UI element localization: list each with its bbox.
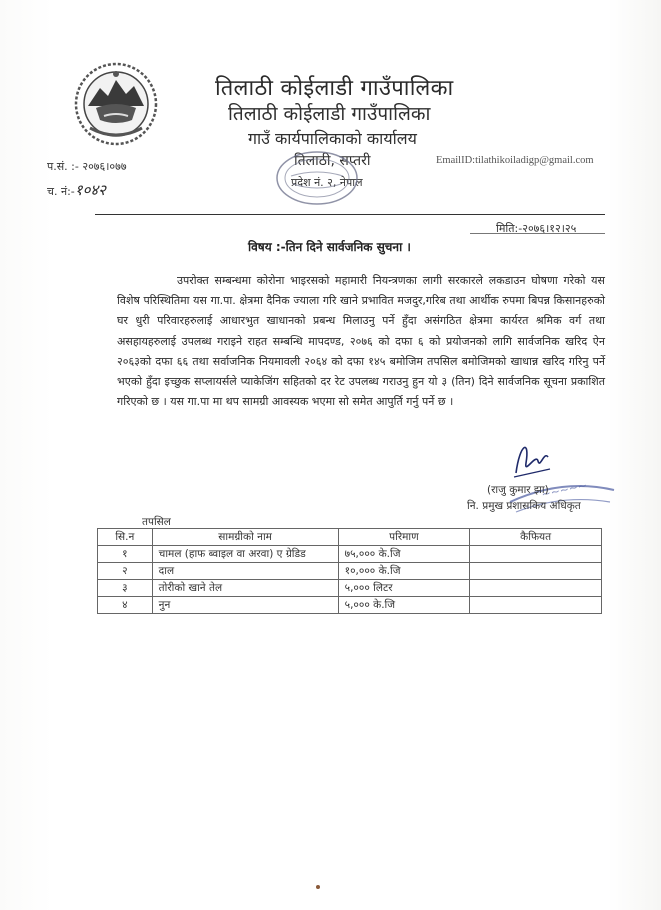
header-divider [95, 214, 605, 215]
cell-remarks [470, 597, 602, 614]
table-row [98, 580, 602, 597]
signer-name: (राजु कुमार झा) [487, 484, 549, 496]
cell-quantity: ७५,००० के.जि [338, 546, 470, 563]
table-header-row [98, 529, 602, 546]
office-location: तिलाठी, सप्तरी [294, 153, 371, 169]
cell-serial: ४ [98, 597, 153, 614]
cell-serial: ३ [98, 580, 153, 597]
cell-quantity: ५,००० के.जि [338, 597, 470, 614]
table-caption: तपसिल [142, 516, 171, 528]
letter-date: मिति:-२०७६।१२।२५ [496, 222, 577, 235]
table-row [98, 546, 602, 563]
cell-serial: २ [98, 563, 153, 580]
cell-remarks [470, 563, 602, 580]
ref-label: प.सं. :- [47, 160, 79, 173]
cell-item-name: नुन [152, 597, 338, 614]
office-type: गाउँ कार्यपालिकाको कार्यालय [248, 129, 417, 148]
cell-item-name: दाल [152, 563, 338, 580]
scan-speck [316, 885, 320, 889]
letter-subject: विषय :-तिन दिने सार्वजनिक सुचना । [248, 240, 411, 254]
header-serial: सि.न [98, 529, 153, 546]
ref-value: २०७६।०७७ [82, 160, 127, 173]
letter-body: उपरोक्त सम्बन्धमा कोरोना भाइरसको महामारी नियन्त्रणका लागी सरकारले लकडाउन घोषणा गरेको यस विशेष परिस्थितिमा यस गा.पा. क्षेत्रमा दैनिक ज्याला गरि खाने प्रभावित मजदुर,गरिब तथा आर्थीक रुपमा बिपन्न किसानहरुको घर धुरी परिवारहरुलाई आधारभुत खाधानको प्रबन्ध मिलाउनु पर्ने हुँदा असंगठित क्षेत्रमा कार्यरत श्रमिक वर्ग तथा असहायहरुलाई उपलब्ध गराइने राहत सम्बन्धि मापदण्ड, २०७६ को दफा ६ को प्रयोजनको लागि सार्वजनिक खरिद ऐन २०६३को दफा ६६ तथा सर्वाजनिक नियमावली २०६४ को दफा १४५ बमोजिम तपसिल बमोजिमको खाधान्न खरिद गरिनु पर्ने भएको हुँदा इच्छुक सप्लायर्सले प्याकेजिंग सहितको दर रेट उपलब्ध गराउनु हुन यो ३ (तिन) दिने सार्वजनिक सूचना प्रकाशित गरिएको छ । यस गा.पा मा थप सामग्री आवस्यक भएमा सो समेत आपुर्ति गर्नु पर्ने छ । [117, 274, 605, 409]
signer-title: नि. प्रमुख प्रशासकिय अधिकृत [467, 500, 581, 512]
table-row [98, 563, 602, 580]
svg-text:~~~~~: ~~~~~ [540, 478, 589, 502]
header-quantity: परिमाण [338, 529, 470, 546]
cell-remarks [470, 580, 602, 597]
cell-item-name: चामल (हाफ ब्वाइल वा अरवा) ए ग्रेडिड [152, 546, 338, 563]
nepal-emblem-icon [74, 62, 158, 146]
office-name: तिलाठी कोईलाडी गाउँपालिका [215, 76, 454, 101]
cell-quantity: १०,००० के.जि [338, 563, 470, 580]
dispatch-value: १०४२ [74, 181, 106, 199]
dispatch-number [47, 180, 106, 200]
office-province: प्रदेश नं. २, नेपाल [291, 176, 363, 189]
items-table [97, 528, 602, 614]
cell-remarks [470, 546, 602, 563]
table-row [98, 597, 602, 614]
cell-serial: १ [98, 546, 153, 563]
cell-item-name: तोरीको खाने तेल [152, 580, 338, 597]
date-underline [470, 233, 605, 234]
email-address: EmailID:tilathikoiladigp@gmail.com [436, 155, 594, 166]
dispatch-label: च. नं:- [47, 185, 75, 198]
office-seal-stamp [271, 146, 363, 210]
cell-quantity: ५,००० लिटर [338, 580, 470, 597]
header-item-name: सामग्रीको नाम [152, 529, 338, 546]
office-name-secondary-script: तिलाठी कोईलाडी गाउँपालिका [228, 103, 431, 125]
header-remarks: कैफियत [470, 529, 602, 546]
reference-number [47, 159, 127, 174]
